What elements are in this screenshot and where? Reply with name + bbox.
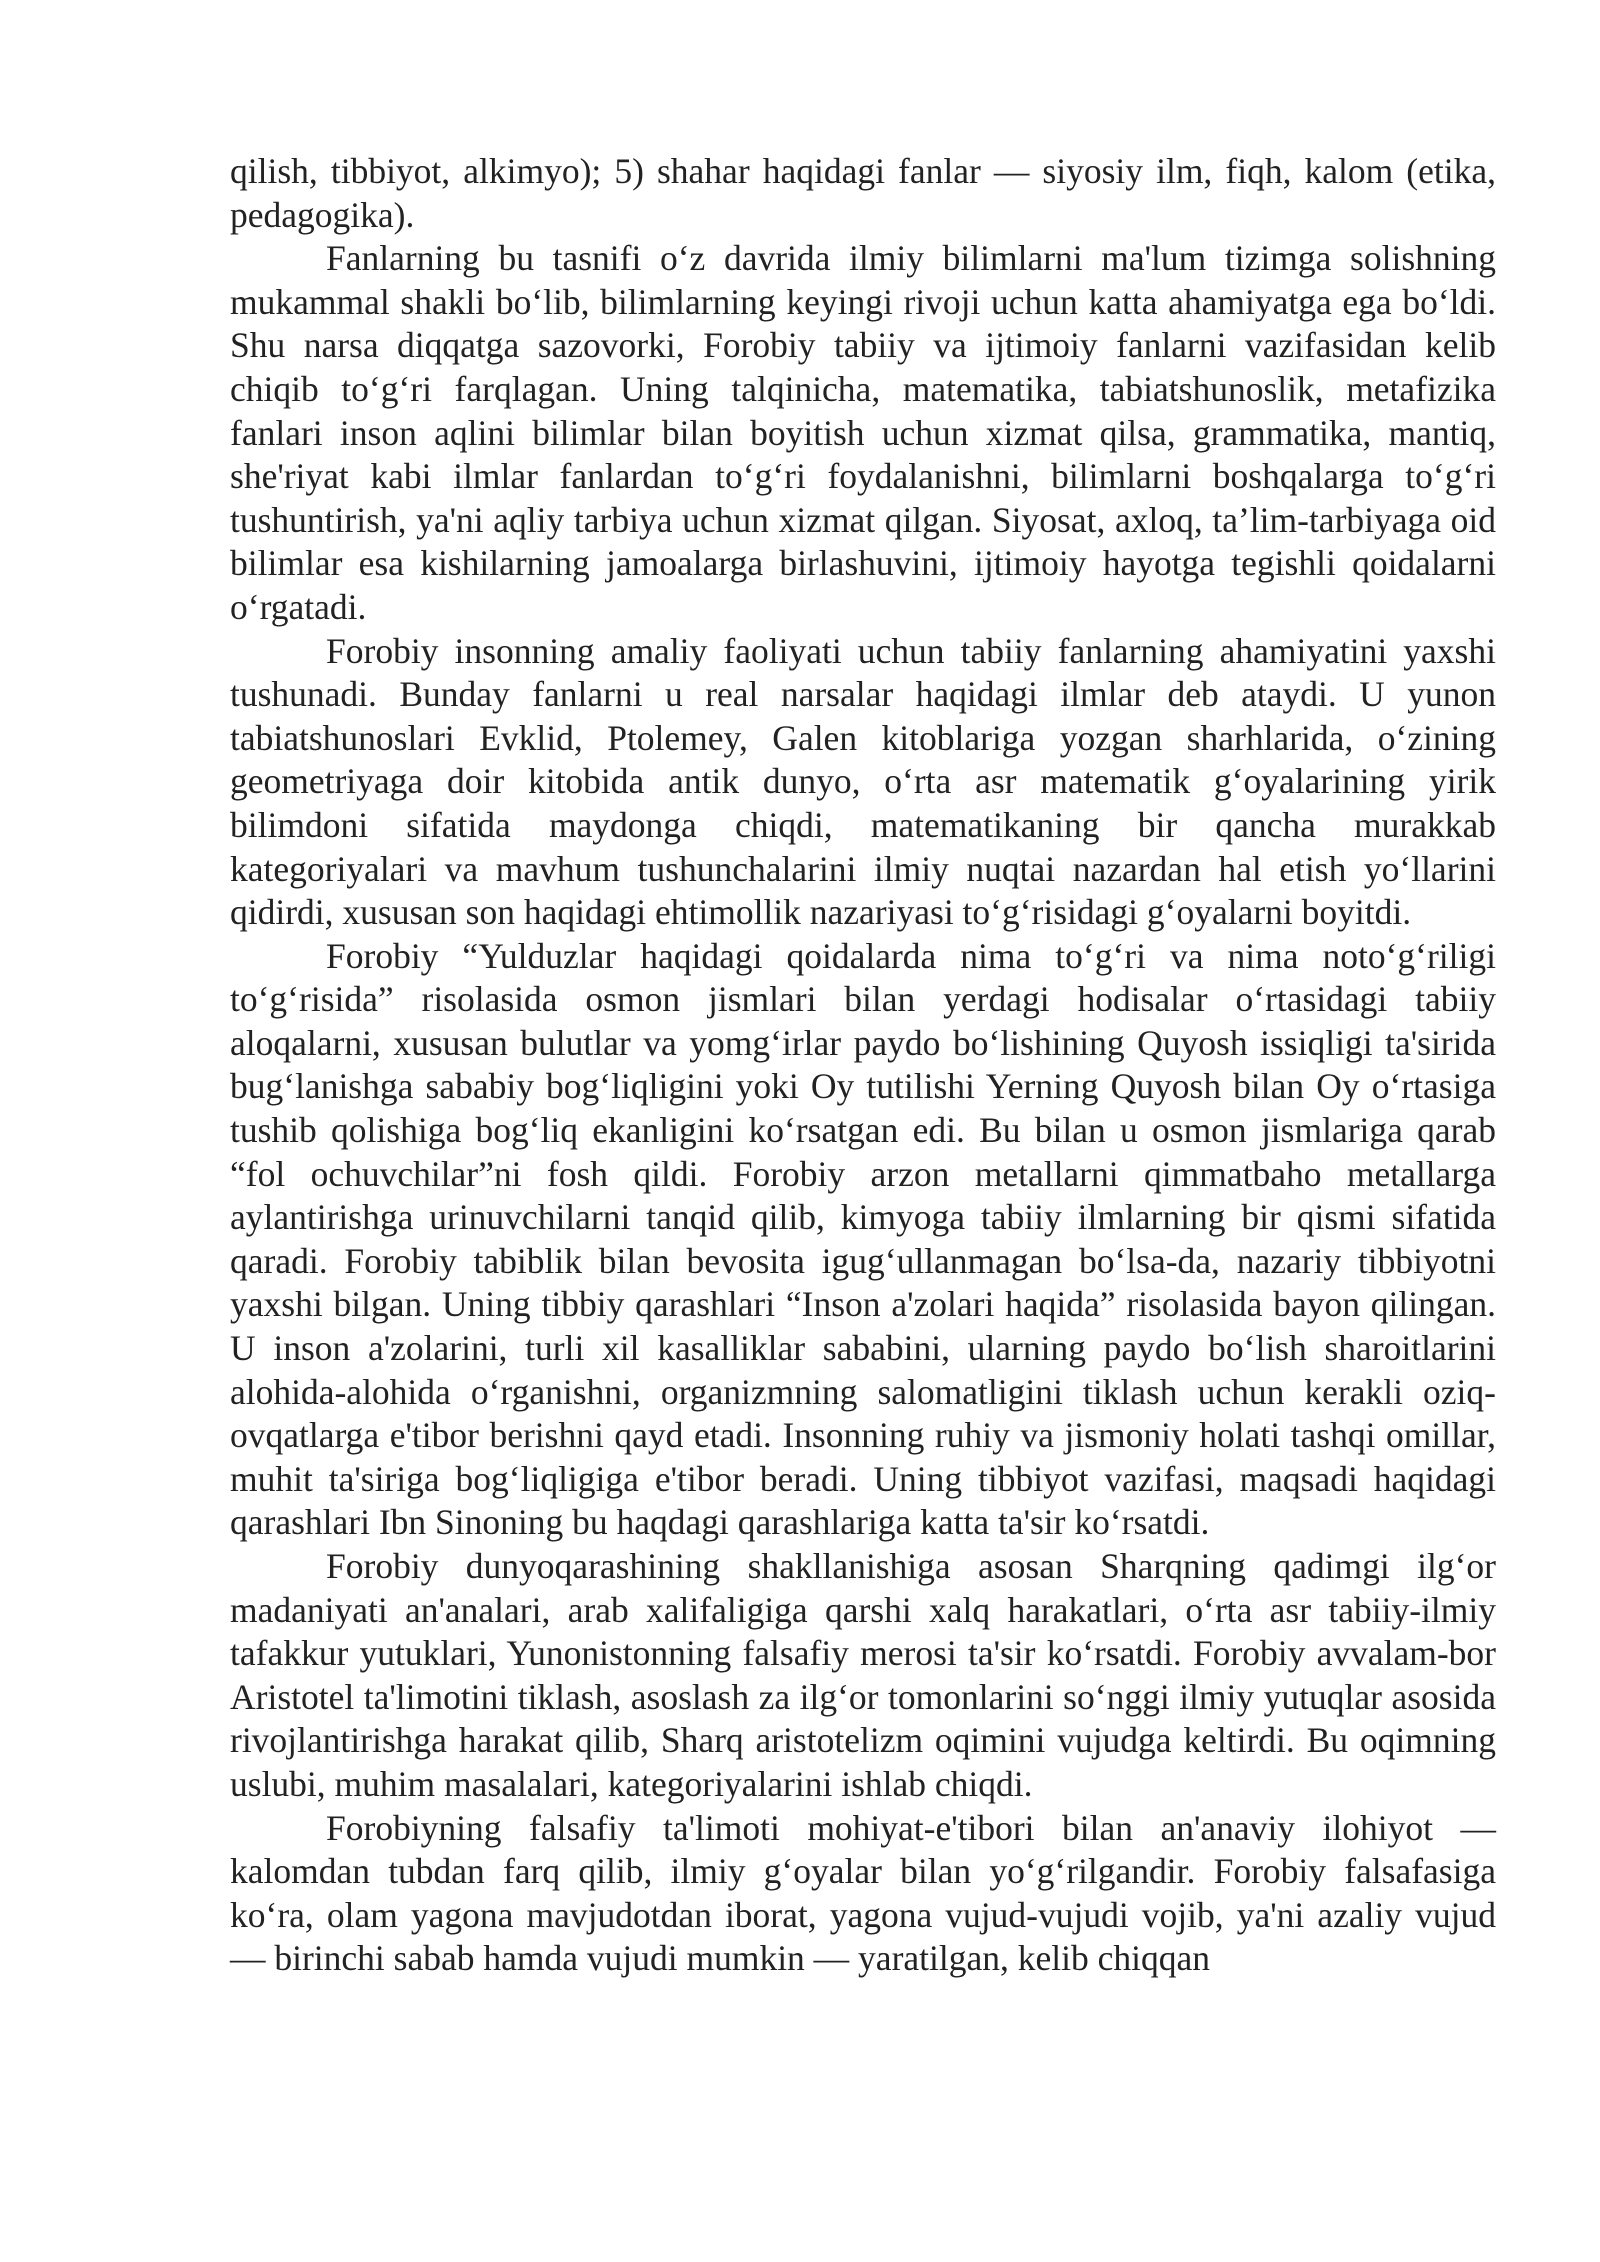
paragraph-astronomy-medicine: Forobiy “Yulduzlar haqidagi qoidalarda nima to‘g‘ri va nima noto‘g‘riligi to‘g‘risida” risolasida osmon jismlari bilan yerdagi hodisalar o‘rtasidagi tabiiy aloqalarni, xususan bulutlar va yomg‘irlar paydo bo‘lishining Quyosh issiqligi ta'sirida bug‘lanishga sababiy bog‘liqligini yoki Oy tutilishi Yerning Quyosh bilan Oy o‘rtasiga tushib qolishiga bog‘liq ekanligini ko‘rsatgan edi. Bu bilan u osmon jismlariga qarab “fol ochuvchilar”ni fosh qildi. Forobiy arzon metallarni qimmatbaho metallarga aylantirishga urinuvchilarni tanqid qilib, kimyoga tabiiy ilmlarning bir qismi sifatida qaradi. Forobiy tabiblik bilan bevosita igug‘ullanmagan bo‘lsa-da, nazariy tibbiyotni yaxshi bilgan. Uning tibbiy qarashlari “Inson a'zolari haqida” risolasida bayon qilingan. U inson a'zolarini, turli xil kasalliklar sababini, ularning paydo bo‘lish sharoitlarini alohida-alohida o‘rganishni, organizmning salomatligini tiklash uchun kerakli oziq-ovqatlarga e'tibor berishni qayd etadi. Insonning ruhiy va jismoniy holati tashqi omillar, muhit ta'siriga bog‘liqligiga e'tibor beradi. Uning tibbiyot vazifasi, maqsadi haqidagi qarashlari Ibn Sinoning bu haqdagi qarashlariga katta ta'sir ko‘rsatdi. <box>230 935 1496 1543</box>
paragraph-continuation: qilish, tibbiyot, alkimyo); 5) shahar haqidagi fanlar — siyosiy ilm, fiqh, kalom (etika, pedagogika). <box>230 151 1496 235</box>
paragraph-natural-sciences: Forobiy insonning amaliy faoliyati uchun tabiiy fanlarning ahamiyatini yaxshi tushunadi. Bunday fanlarni u real narsalar haqidagi ilmlar deb ataydi. U yunon tabiatshunoslari Evklid, Ptolemey, Galen kitoblariga yozgan sharhlarida, o‘zining geometriyaga doir kitobida antik dunyo, o‘rta asr matematik g‘oyalarining yirik bilimdoni sifatida maydonga chiqdi, matematikaning bir qancha murakkab kategoriyalari va mavhum tushunchalarini ilmiy nuqtai nazardan hal etish yo‘llarini qidirdi, xususan son haqidagi ehtimollik nazariyasi to‘g‘risidagi g‘oyalarni boyitdi. <box>230 630 1496 933</box>
document-page <box>230 150 1496 1981</box>
paragraph-philosophy: Forobiyning falsafiy ta'limoti mohiyat-e'tibori bilan an'anaviy ilohiyot — kalomdan tubdan farq qilib, ilmiy g‘oyalar bilan yo‘g‘rilgandir. Forobiy falsafasiga ko‘ra, olam yagona mavjudotdan iborat, yagona vujud-vujudi vojib, ya'ni azaliy vujud — birinchi sabab hamda vujudi mumkin — yaratilgan, kelib chiqqan <box>230 1807 1496 1979</box>
paragraph-worldview: Forobiy dunyoqarashining shakllanishiga asosan Sharqning qadimgi ilg‘or madaniyati an'analari, arab xalifaligiga qarshi xalq harakatlari, o‘rta asr tabiiy-ilmiy tafakkur yutuklari, Yunonistonning falsafiy merosi ta'sir ko‘rsatdi. Forobiy avvalam-bor Aristotel ta'limotini tiklash, asoslash za ilg‘or tomonlarini so‘nggi ilmiy yutuqlar asosida rivojlantirishga harakat qilib, Sharq aristotelizm oqimini vujudga keltirdi. Bu oqimning uslubi, muhim masalalari, kategoriyalarini ishlab chiqdi. <box>230 1546 1496 1804</box>
paragraph-classification: Fanlarning bu tasnifi o‘z davrida ilmiy bilimlarni ma'lum tizimga solishning mukammal shakli bo‘lib, bilimlarning keyingi rivoji uchun katta ahamiyatga ega bo‘ldi. Shu narsa diqqatga sazovorki, Forobiy tabiiy va ijtimoiy fanlarni vazifasidan kelib chiqib to‘g‘ri farqlagan. Uning talqinicha, matematika, tabiatshunoslik, metafizika fanlari inson aqlini bilimlar bilan boyitish uchun xizmat qilsa, grammatika, mantiq, she'riyat kabi ilmlar fanlardan to‘g‘ri foydalanishni, bilimlarni boshqalarga to‘g‘ri tushuntirish, ya'ni aqliy tarbiya uchun xizmat qilgan. Siyosat, axloq, ta’lim-tarbiyaga oid bilimlar esa kishilarning jamoalarga birlashuvini, ijtimoiy hayotga tegishli qoidalarni o‘rgatadi. <box>230 238 1496 627</box>
